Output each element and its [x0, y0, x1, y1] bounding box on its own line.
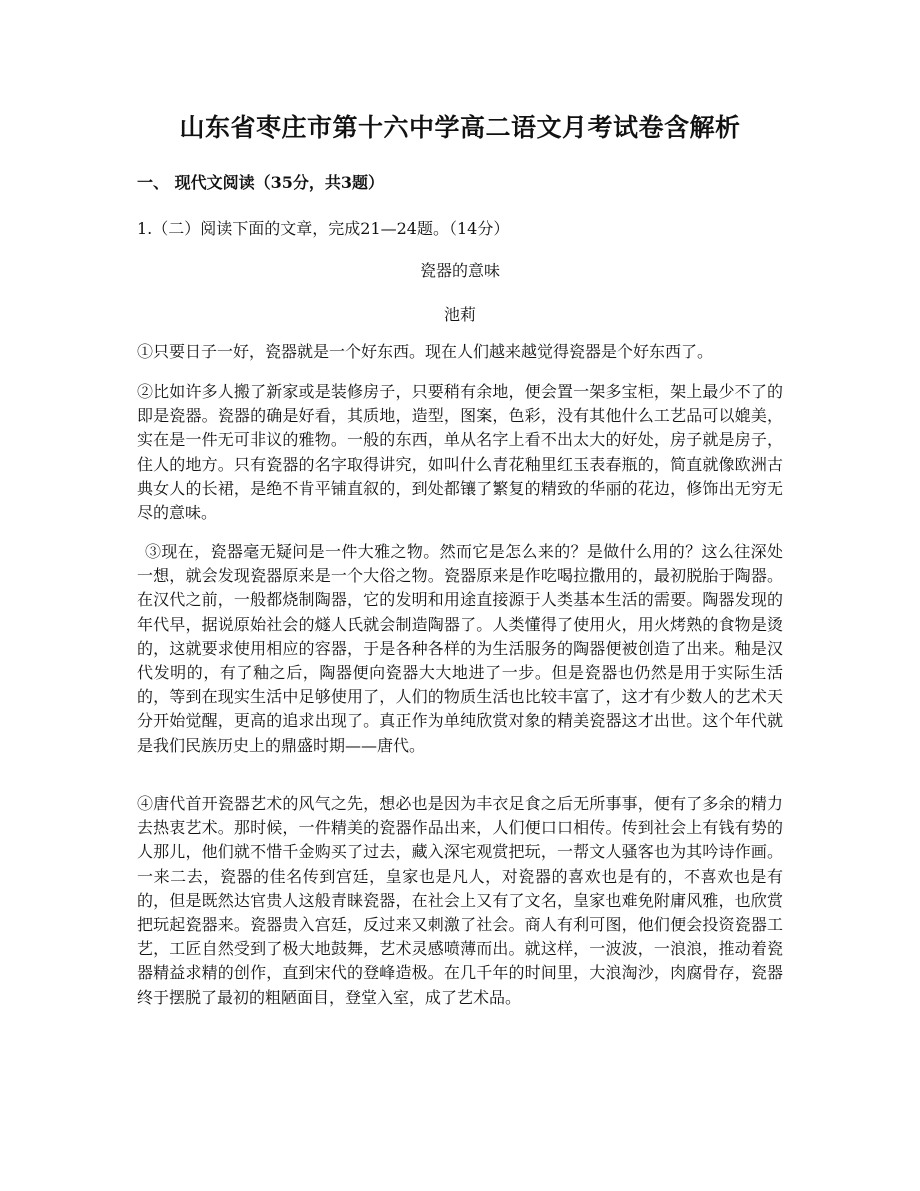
paragraph-1: ①只要日子一好，瓷器就是一个好东西。现在人们越来越觉得瓷器是个好东西了。 — [137, 342, 714, 361]
paragraph-2: ②比如许多人搬了新家或是装修房子，只要稍有余地，便会置一架多宝柜，架上最少不了的即是瓷器。瓷器的确是好看，其质地，造型，图案，色彩，没有其他什么工艺品可以媲美，实在是一件无可非议的雅物。一般的东西，单从名字上看不出太大的好处，房子就是房子，住人的地方。只有瓷器的名字取得讲究，如叫什么青花釉里红玉表春瓶的，简直就像欧洲古典女人的长裙，是绝不肯平铺直叙的，到处都镶了繁复的精致的华丽的花边，修饰出无穷无尽的意味。 — [137, 382, 783, 523]
question-intro: 1.（二）阅读下面的文章，完成21—24题。（14分） — [137, 219, 510, 238]
document-title: 山东省枣庄市第十六中学高二语文月考试卷含解析 — [179, 113, 741, 142]
paragraph-4: ④唐代首开瓷器艺术的风气之先，想必也是因为丰衣足食之后无所事事，便有了多余的精力去热衷艺术。那时候，一件精美的瓷器作品出来，人们便口口相传。传到社会上有钱有势的人那儿，他们就不惜千金购买了过去，藏入深宅观赏把玩，一帮文人骚客也为其吟诗作画。一来二去，瓷器的佳名传到宫廷，皇家也是凡人，对瓷器的喜欢也是有的，不喜欢也是有的，但是既然达官贵人这般青睐瓷器，在社会上又有了文名，皇家也难免附庸风雅，也欣赏把玩起瓷器来。瓷器贵入宫廷，反过来又刺激了社会。商人有利可图，他们便会投资瓷器工艺，工匠自然受到了极大地鼓舞，艺术灵感喷薄而出。就这样，一波波，一浪浪，推动着瓷器精益求精的创作，直到宋代的登峰造极。在几千年的时间里，大浪淘沙，肉腐骨存，瓷器终于摆脱了最初的粗陋面目，登堂入室，成了艺术品。 — [137, 794, 783, 1007]
article-title: 瓷器的意味 — [419, 261, 500, 280]
section-heading: 一、 现代文阅读（35分，共3题） — [137, 173, 384, 192]
paragraph-3: ③现在，瓷器毫无疑问是一件大雅之物。然而它是怎么来的？是做什么用的？这么往深处一想，就会发现瓷器原来是一个大俗之物。瓷器原来是作吃喝拉撒用的，最初脱胎于陶器。在汉代之前，一般都烧制陶器，它的发明和用途直接源于人类基本生活的需要。陶器发现的年代早，据说原始社会的燧人氏就会制造陶器了。人类懂得了使用火，用火烤熟的食物是烫的，这就要求使用相应的容器，于是各种各样的为生活服务的陶器便被创造了出来。釉是汉代发明的，有了釉之后，陶器便向瓷器大大地进了一步。但是瓷器也仍然是用于实际生活的，等到在现实生活中足够使用了，人们的物质生活也比较丰富了，这才有少数人的艺术天分开始觉醒，更高的追求出现了。真正作为单纯欣赏对象的精美瓷器这才出世。这个年代就是我们民族历史上的鼎盛时期——唐代。 — [137, 542, 783, 755]
article-author: 池莉 — [443, 305, 476, 324]
